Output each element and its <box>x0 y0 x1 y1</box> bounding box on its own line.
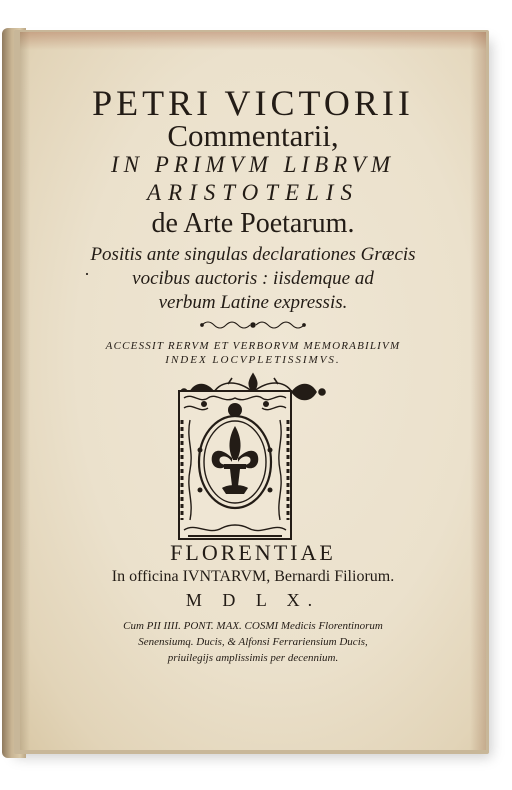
index-note-line-2: INDEX LOCVPLETISSIMVS. <box>165 354 341 366</box>
subtitle-line-1: IN PRIMVM LIBRVM <box>111 152 395 177</box>
leaf-ornament-icon <box>198 318 308 332</box>
description-line-1: Positis ante singulas declarationes Græcis <box>90 244 416 265</box>
description-line-2: vocibus auctoris : iisdemque ad <box>132 268 374 289</box>
imprint-year: M D L X. <box>185 590 321 610</box>
privilege-line-3: priuilegijs amplissimis per decennium. <box>167 652 339 664</box>
imprint-printer: In officina IVNTARVM, Bernardi Filiorum. <box>111 568 395 585</box>
foxing-top <box>20 32 486 50</box>
title-page <box>20 32 486 750</box>
description-line-3: verbum Latine expressis. <box>158 292 348 313</box>
fleur-de-lis-woodcut-icon <box>178 390 292 540</box>
subtitle-line-3: de Arte Poetarum. <box>151 208 355 239</box>
author-name: PETRI VICTORII <box>92 83 414 123</box>
work-title: Commentarii, <box>167 118 339 153</box>
index-note-line-1: ACCESSIT RERVM ET VERBORVM MEMORABILIVM <box>105 340 401 352</box>
printer-dot: · <box>84 264 90 284</box>
privilege-line-2: Senensiumq. Ducis, & Alfonsi Ferrariensium Ducis, <box>138 636 368 648</box>
privilege-line-1: Cum PII IIII. PONT. MAX. COSMI Medicis Florentinorum <box>123 620 383 632</box>
subtitle-line-2: ARISTOTELIS <box>146 180 360 205</box>
imprint-place: FLORENTIAE <box>170 540 336 565</box>
